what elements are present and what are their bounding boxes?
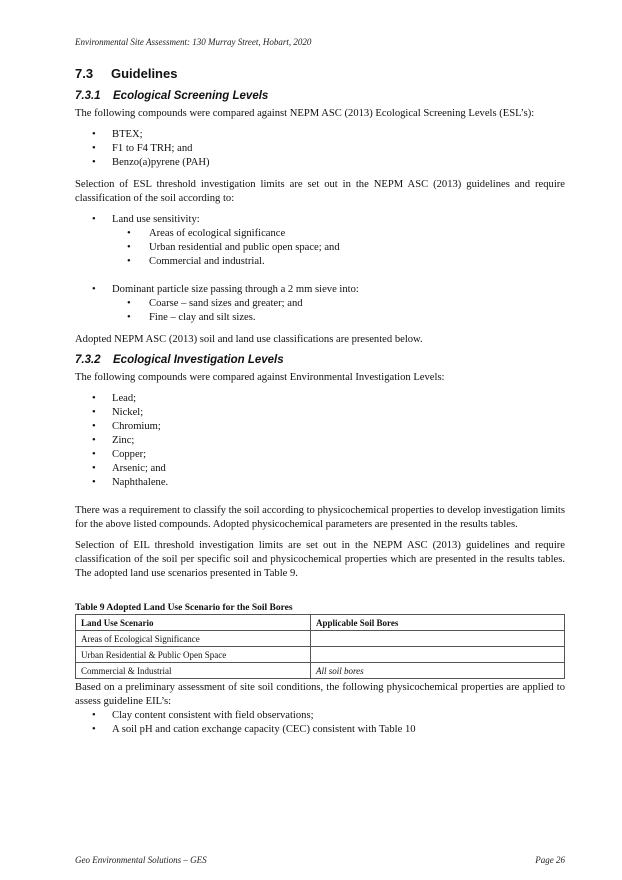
- section-title: Guidelines: [111, 66, 178, 81]
- esl-intro: The following compounds were compared against NEPM ASC (2013) Ecological Screening Levels (ESL’s):: [75, 108, 535, 119]
- land-use-item: [75, 213, 565, 283]
- esl-criteria-list: [75, 213, 565, 325]
- esl-adopted-text: Adopted NEPM ASC (2013) soil and land use classifications are presented below.: [75, 334, 423, 345]
- esl-heading: [75, 90, 565, 102]
- land-use-sublist: [112, 227, 565, 269]
- list-item: • BTEX;: [75, 128, 565, 142]
- list-item: • Lead;: [75, 392, 565, 406]
- section-number: 7.3: [75, 66, 94, 81]
- list-item: • Commercial and industrial.: [112, 255, 565, 269]
- list-item: • Naphthalene.: [75, 476, 565, 490]
- list-item: • Benzo(a)pyrene (PAH): [75, 156, 565, 170]
- particle-size-item: [75, 283, 565, 325]
- list-item: • Urban residential and public open space; and: [112, 241, 565, 255]
- table-row: [76, 663, 565, 679]
- table-header-row: [76, 615, 565, 631]
- list-item: • F1 to F4 TRH; and: [75, 142, 565, 156]
- esl-number: 7.3.1: [75, 90, 101, 102]
- table-cell: [311, 647, 565, 663]
- table-cell: Areas of Ecological Significance: [76, 631, 311, 647]
- list-item: • Fine – clay and silt sizes.: [112, 311, 565, 325]
- table-row: [76, 631, 565, 647]
- list-item: • Nickel;: [75, 406, 565, 420]
- page-number: Page 26: [535, 855, 565, 865]
- particle-label: Dominant particle size passing through a 2 mm sieve into:: [112, 284, 359, 295]
- land-use-table: [75, 614, 565, 679]
- table-cell: All soil bores: [311, 663, 565, 679]
- table-caption: Table 9 Adopted Land Use Scenario for the Soil Bores: [75, 603, 293, 613]
- list-item: • Clay content consistent with field observations;: [75, 709, 565, 723]
- list-item: • Areas of ecological significance: [112, 227, 565, 241]
- table-cell: Urban Residential & Public Open Space: [76, 647, 311, 663]
- esl-selection-text: Selection of ESL threshold investigation limits are set out in the NEPM ASC (2013) guidelines and require classification of the soil according to:: [75, 179, 565, 204]
- table-cell: [311, 631, 565, 647]
- list-item: • Coarse – sand sizes and greater; and: [112, 297, 565, 311]
- eil-paragraph-1: There was a requirement to classify the soil according to physicochemical properties to develop investigation limits for the above listed compounds. Adopted physicochemical parameters are presented in the results tables.: [75, 505, 565, 530]
- column-header: Land Use Scenario: [76, 615, 311, 631]
- list-item: • Chromium;: [75, 420, 565, 434]
- table-cell: Commercial & Industrial: [76, 663, 311, 679]
- list-item: • Arsenic; and: [75, 462, 565, 476]
- particle-sublist: [112, 297, 565, 325]
- table-row: [76, 647, 565, 663]
- eil-intro: The following compounds were compared against Environmental Investigation Levels:: [75, 372, 445, 383]
- column-header: Applicable Soil Bores: [311, 615, 565, 631]
- closing-text: Based on a preliminary assessment of site soil conditions, the following physicochemical properties are applied to assess guideline EIL’s:: [75, 682, 565, 707]
- running-header: Environmental Site Assessment: 130 Murray Street, Hobart, 2020: [75, 37, 312, 47]
- eil-title: Ecological Investigation Levels: [113, 354, 284, 366]
- closing-list: [75, 709, 565, 737]
- list-item: • Copper;: [75, 448, 565, 462]
- eil-heading: [75, 354, 565, 366]
- eil-paragraph-2: Selection of EIL threshold investigation limits are set out in the NEPM ASC (2013) guidelines and require classification of the soil per specific soil and physicochemical properties which are presented in the results tables. The adopted land use scenarios presented in Table 9.: [75, 540, 565, 579]
- eil-compound-list: [75, 392, 565, 490]
- page-content: [75, 63, 565, 745]
- list-item: • Zinc;: [75, 434, 565, 448]
- land-use-label: Land use sensitivity:: [112, 214, 200, 225]
- section-heading: [75, 66, 565, 81]
- esl-compound-list: [75, 128, 565, 170]
- footer-organisation: Geo Environmental Solutions – GES: [75, 855, 207, 865]
- list-item: • A soil pH and cation exchange capacity (CEC) consistent with Table 10: [75, 723, 565, 737]
- eil-number: 7.3.2: [75, 354, 101, 366]
- esl-title: Ecological Screening Levels: [113, 90, 269, 102]
